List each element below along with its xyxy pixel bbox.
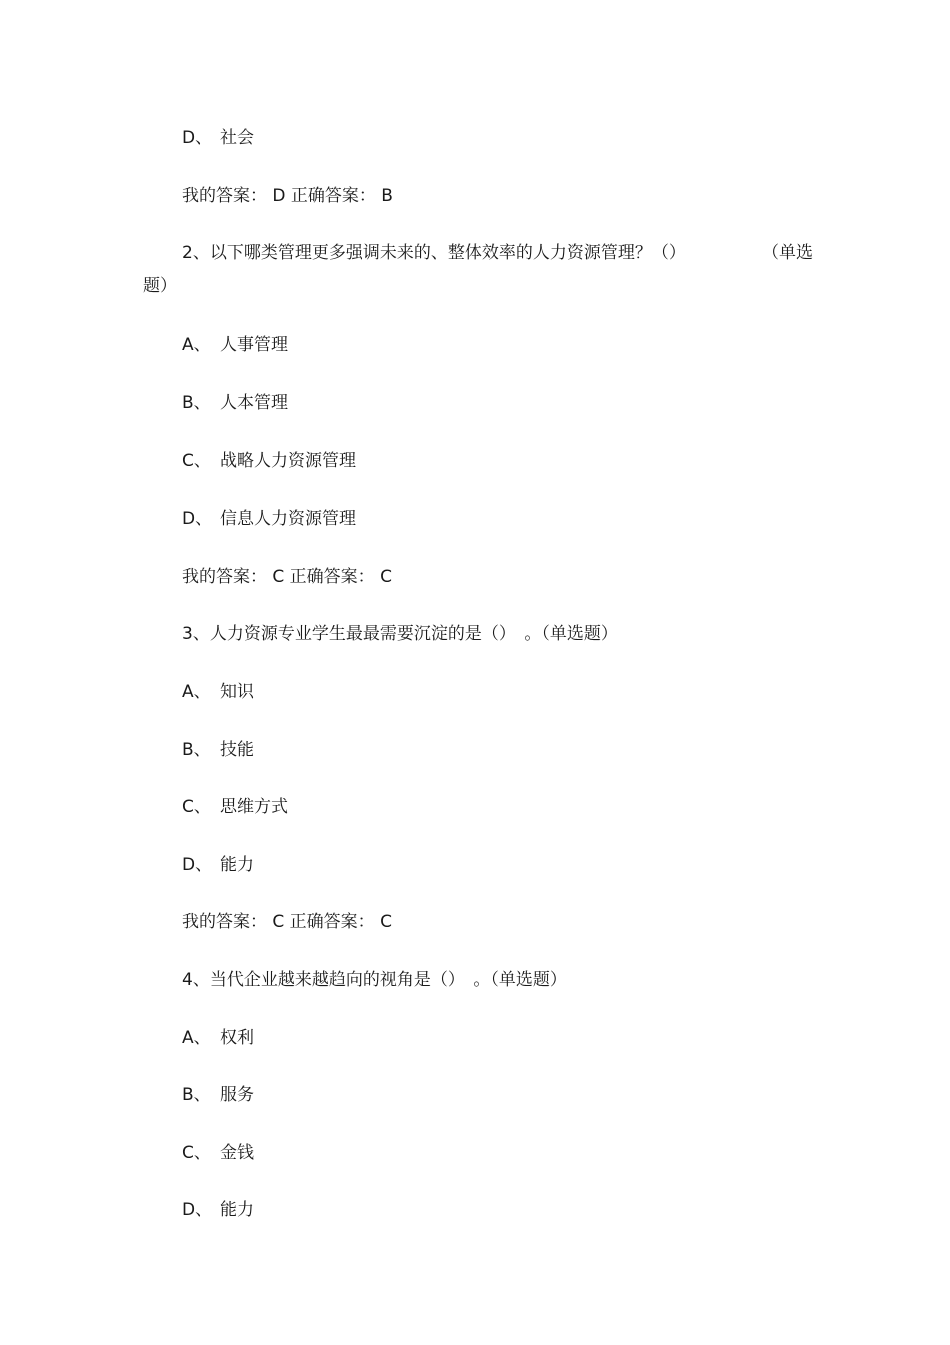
option-item [182,1084,254,1106]
answer-line: 我的答案： D 正确答案： B [182,186,393,206]
option-item [182,450,356,472]
option-text: 战略人力资源管理 [220,451,356,471]
option-item [182,796,288,818]
answer-line: 我的答案： C 正确答案： C [182,912,392,932]
option-letter: B、 [182,740,211,760]
option-item [182,334,288,356]
option-item [182,681,254,703]
option-letter: A、 [182,1028,211,1048]
option-letter: D、 [182,1200,213,1220]
option-text: 权利 [220,1028,254,1048]
option-letter: D、 [182,128,213,148]
option-item [182,1199,254,1221]
option-text: 能力 [220,855,254,875]
question-text: 3、人力资源专业学生最最需要沉淀的是（） 。（单选题） [182,624,618,644]
question-text: 4、当代企业越来越趋向的视角是（） 。（单选题） [182,970,567,990]
option-text: 信息人力资源管理 [220,509,356,529]
option-text: 人事管理 [220,335,288,355]
option-letter: B、 [182,1085,211,1105]
option-letter: C、 [182,797,211,817]
option-letter: C、 [182,1143,211,1163]
option-text: 知识 [220,682,254,702]
option-letter: D、 [182,855,213,875]
option-item [182,1027,254,1049]
option-text: 能力 [220,1200,254,1220]
option-text: 金钱 [220,1143,254,1163]
option-item [182,127,254,149]
option-letter: B、 [182,393,211,413]
question-type-label: （单选 [762,243,813,263]
question-text [143,237,813,303]
option-item [182,392,288,414]
option-letter: D、 [182,509,213,529]
answer-line: 我的答案： C 正确答案： C [182,567,392,587]
option-letter: C、 [182,451,211,471]
option-letter: A、 [182,335,211,355]
question-type-label-wrap: 题） [143,276,177,296]
option-item [182,739,254,761]
option-text: 技能 [220,740,254,760]
option-letter: A、 [182,682,211,702]
option-text: 人本管理 [220,393,288,413]
option-text: 社会 [220,128,254,148]
option-text: 服务 [220,1085,254,1105]
option-text: 思维方式 [220,797,288,817]
option-item [182,1142,254,1164]
option-item [182,854,254,876]
option-item [182,508,356,530]
question-stem: 2、以下哪类管理更多强调未来的、整体效率的人力资源管理？（） [182,243,686,263]
